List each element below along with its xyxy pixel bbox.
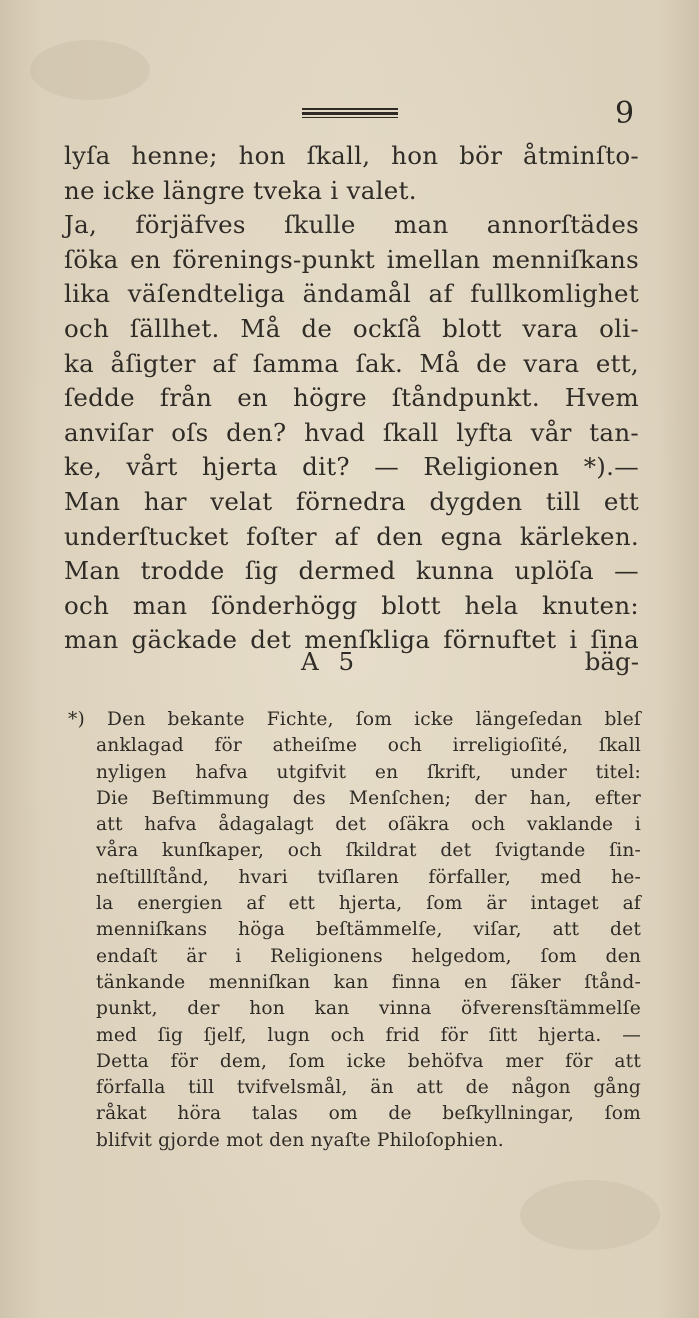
signature-mark: A 5 bbox=[301, 647, 361, 676]
page-number: 9 bbox=[615, 96, 635, 131]
text-line: Man trodde ſig dermed kunna uplöſa — bbox=[64, 556, 639, 586]
text-line: ne icke längre tveka i valet. bbox=[64, 175, 417, 205]
text-line: lika väſendteliga ändamål af fullkomlighet bbox=[64, 279, 639, 309]
footnote-line: endaſt är i Religionens helgedom, ſom den bbox=[96, 945, 641, 967]
footnote-line: blifvit gjorde mot den nyaſte Philoſophien. bbox=[96, 1129, 504, 1151]
text-line: ka åſigter af ſamma ſak. Må de vara ett, bbox=[64, 348, 639, 378]
footnote-line: Detta för dem, ſom icke behöfva mer för att bbox=[96, 1050, 641, 1072]
footnote-line: menniſkans höga beſtämmelſe, viſar, att det bbox=[96, 919, 641, 941]
footnote-line: *) Den bekante Fichte, ſom icke längeſedan bleſ bbox=[68, 709, 641, 730]
footnote-line: anklagad för atheiſme och irreligioſité, ſkall bbox=[96, 735, 641, 757]
footnote-line: la energien af ett hjerta, ſom är intaget af bbox=[96, 893, 641, 915]
text-line: och ſällhet. Må de ockſå blott vara oli- bbox=[64, 313, 639, 343]
main-text bbox=[64, 139, 639, 658]
footnote bbox=[68, 707, 641, 1154]
text-line: Man har velat förnedra dygden till ett bbox=[64, 486, 639, 516]
footnote-line: att hafva ådagalagt det oſäkra och vaklande i bbox=[96, 814, 641, 836]
header-rule bbox=[302, 108, 398, 119]
footnote-line: med ſig ſjelf, lugn och frid för ſitt hjerta. — bbox=[96, 1024, 641, 1046]
text-line: ſöka en förenings-punkt imellan menniſkans bbox=[64, 244, 639, 274]
footnote-line: punkt, der hon kan vinna öfverensſtämmelſe bbox=[96, 998, 641, 1020]
paper-stain bbox=[520, 1180, 660, 1250]
text-line: underſtucket foſter af den egna kärleken. bbox=[64, 521, 639, 551]
footnote-line: neſtillſtånd, hvari tviſlaren förfaller, med he- bbox=[96, 866, 641, 888]
footnote-line: råkat höra talas om de beſkyllningar, ſom bbox=[96, 1103, 641, 1125]
text-line: anviſar oſs den? hvad ſkall lyfta vår tan- bbox=[64, 417, 639, 447]
text-line: och man ſönderhögg blott hela knuten: bbox=[64, 590, 639, 620]
text-line: ſedde från en högre ſtåndpunkt. Hvem bbox=[64, 383, 639, 413]
signature-row bbox=[64, 644, 639, 680]
text-line: lyſa henne; hon ſkall, hon bör åtminſto- bbox=[64, 141, 639, 170]
text-line: ke, vårt hjerta dit? — Religionen *).— bbox=[64, 452, 639, 482]
footnote-line: tänkande menniſkan kan finna en ſäker ſtånd- bbox=[96, 971, 641, 993]
text-line: man gäckade det menſkliga förnuftet i ſina bbox=[64, 625, 639, 655]
paper-stain bbox=[30, 40, 150, 100]
footnote-line: våra kunſkaper, och ſkildrat det ſvigtande ſin- bbox=[96, 840, 641, 862]
catchword: bäg- bbox=[584, 647, 639, 676]
footnote-line: nyligen hafva utgifvit en ſkrift, under titel: bbox=[96, 761, 641, 783]
text-line: Ja, förjäfves ſkulle man annorſtädes bbox=[64, 210, 639, 240]
footnote-line: förfalla till tvifvelsmål, än att de någon gång bbox=[96, 1077, 641, 1099]
footnote-line: Die Beſtimmung des Menſchen; der han, efter bbox=[96, 787, 641, 809]
